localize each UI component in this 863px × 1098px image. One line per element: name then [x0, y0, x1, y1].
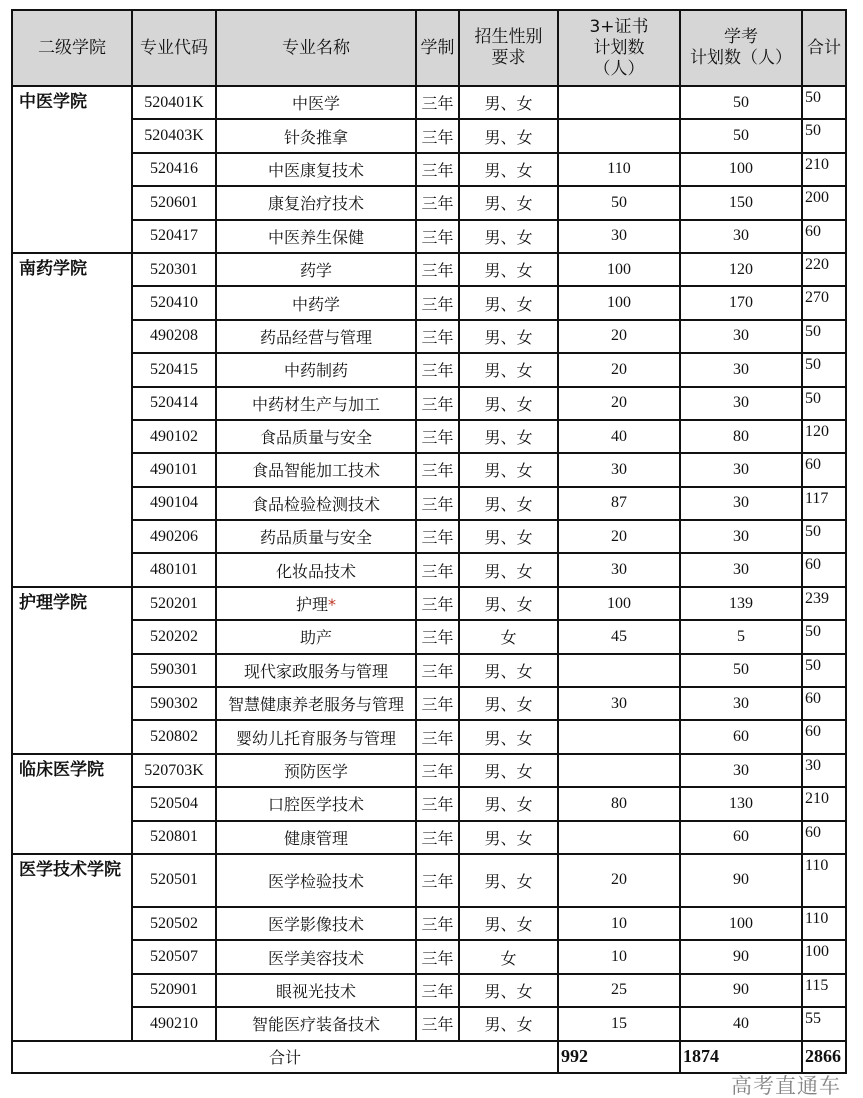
table-row: [12, 186, 846, 219]
major-code: 490208: [132, 320, 216, 353]
table-row: [12, 453, 846, 486]
major-name: 现代家政服务与管理: [216, 654, 416, 687]
row-total: 50: [802, 119, 846, 152]
gender-requirement: 男、女: [459, 220, 558, 253]
major-code: 480101: [132, 553, 216, 586]
duration: 三年: [416, 320, 459, 353]
header-exam-plan: 学考 计划数（人）: [680, 10, 802, 86]
row-total: 60: [802, 553, 846, 586]
header-total: 合计: [802, 10, 846, 86]
exam-plan: 30: [680, 353, 802, 386]
gender-requirement: 男、女: [459, 119, 558, 152]
major-code: 490101: [132, 453, 216, 486]
table-row: [12, 286, 846, 319]
major-name: 预防医学: [216, 754, 416, 787]
major-name: [216, 587, 416, 620]
duration: 三年: [416, 520, 459, 553]
cert-plan: 100: [558, 286, 680, 319]
header-college: 二级学院: [12, 10, 132, 86]
cert-plan: 20: [558, 353, 680, 386]
enrollment-plan-table: [11, 9, 847, 1074]
row-total: 60: [802, 720, 846, 753]
gender-requirement: 男、女: [459, 787, 558, 820]
row-total: 239: [802, 587, 846, 620]
gender-requirement: 男、女: [459, 153, 558, 186]
row-total: 115: [802, 974, 846, 1007]
major-code: 490210: [132, 1007, 216, 1040]
row-total: 100: [802, 940, 846, 973]
duration: 三年: [416, 687, 459, 720]
row-total: 30: [802, 754, 846, 787]
exam-plan: 130: [680, 787, 802, 820]
gender-requirement: 男、女: [459, 720, 558, 753]
gender-requirement: 男、女: [459, 86, 558, 119]
table-row: [12, 86, 846, 119]
exam-plan: 100: [680, 153, 802, 186]
table-row: [12, 387, 846, 420]
cert-plan: 20: [558, 320, 680, 353]
header-row: [12, 10, 846, 86]
duration: 三年: [416, 553, 459, 586]
exam-plan: 5: [680, 620, 802, 653]
gender-requirement: 男、女: [459, 286, 558, 319]
total-exam: 1874: [680, 1041, 802, 1073]
row-total: 50: [802, 387, 846, 420]
cert-plan: [558, 86, 680, 119]
row-total: 117: [802, 487, 846, 520]
cert-plan: 45: [558, 620, 680, 653]
table-row: [12, 720, 846, 753]
major-code: 520301: [132, 253, 216, 286]
gender-requirement: 女: [459, 620, 558, 653]
exam-plan: 30: [680, 220, 802, 253]
row-total: 55: [802, 1007, 846, 1040]
cert-plan: 10: [558, 940, 680, 973]
total-label: 合计: [12, 1041, 558, 1073]
table-row: [12, 153, 846, 186]
major-code: 520502: [132, 907, 216, 940]
gender-requirement: 男、女: [459, 186, 558, 219]
major-name: 康复治疗技术: [216, 186, 416, 219]
row-total: 50: [802, 353, 846, 386]
duration: 三年: [416, 353, 459, 386]
cert-plan: 100: [558, 253, 680, 286]
row-total: 60: [802, 220, 846, 253]
gender-requirement: 男、女: [459, 907, 558, 940]
cert-plan: 40: [558, 420, 680, 453]
duration: 三年: [416, 587, 459, 620]
major-code: 520901: [132, 974, 216, 1007]
cert-plan: [558, 754, 680, 787]
major-code: 520415: [132, 353, 216, 386]
row-total: 60: [802, 687, 846, 720]
major-name: 中药材生产与加工: [216, 387, 416, 420]
header-code: 专业代码: [132, 10, 216, 86]
exam-plan: 139: [680, 587, 802, 620]
major-name: 中医康复技术: [216, 153, 416, 186]
major-code: 490102: [132, 420, 216, 453]
row-total: 220: [802, 253, 846, 286]
table-row: [12, 754, 846, 787]
major-name: 婴幼儿托育服务与管理: [216, 720, 416, 753]
table-row: [12, 353, 846, 386]
major-name: 中医学: [216, 86, 416, 119]
table-row: [12, 940, 846, 973]
cert-plan: 30: [558, 687, 680, 720]
cert-plan: 20: [558, 854, 680, 907]
cert-plan: 30: [558, 453, 680, 486]
duration: 三年: [416, 453, 459, 486]
gender-requirement: 男、女: [459, 320, 558, 353]
asterisk-mark: *: [328, 595, 336, 615]
exam-plan: 80: [680, 420, 802, 453]
row-total: 50: [802, 520, 846, 553]
cert-plan: 110: [558, 153, 680, 186]
major-name: 智慧健康养老服务与管理: [216, 687, 416, 720]
gender-requirement: 男、女: [459, 387, 558, 420]
cert-plan: [558, 654, 680, 687]
major-name: 药品经营与管理: [216, 320, 416, 353]
gender-requirement: 男、女: [459, 453, 558, 486]
gender-requirement: 男、女: [459, 253, 558, 286]
exam-plan: 30: [680, 553, 802, 586]
gender-requirement: 女: [459, 940, 558, 973]
major-name: 中医养生保健: [216, 220, 416, 253]
table-row: [12, 1007, 846, 1040]
major-code: 490206: [132, 520, 216, 553]
table-row: [12, 787, 846, 820]
exam-plan: 30: [680, 320, 802, 353]
gender-requirement: 男、女: [459, 553, 558, 586]
duration: 三年: [416, 487, 459, 520]
gender-requirement: 男、女: [459, 754, 558, 787]
exam-plan: 30: [680, 520, 802, 553]
table-row: [12, 487, 846, 520]
cert-plan: 20: [558, 387, 680, 420]
row-total: 50: [802, 654, 846, 687]
college-name: 临床医学院: [12, 754, 132, 854]
major-name: 药品质量与安全: [216, 520, 416, 553]
exam-plan: 170: [680, 286, 802, 319]
cert-plan: 20: [558, 520, 680, 553]
exam-plan: 30: [680, 687, 802, 720]
college-name: 南药学院: [12, 253, 132, 587]
duration: 三年: [416, 420, 459, 453]
table-row: [12, 587, 846, 620]
duration: 三年: [416, 220, 459, 253]
gender-requirement: 男、女: [459, 974, 558, 1007]
college-name: 中医学院: [12, 86, 132, 253]
major-code: 520801: [132, 821, 216, 854]
major-name: 医学美容技术: [216, 940, 416, 973]
exam-plan: 30: [680, 387, 802, 420]
row-total: 110: [802, 854, 846, 907]
exam-plan: 30: [680, 487, 802, 520]
major-name: 食品检验检测技术: [216, 487, 416, 520]
table-row: [12, 687, 846, 720]
duration: 三年: [416, 119, 459, 152]
duration: 三年: [416, 720, 459, 753]
major-code: 520501: [132, 854, 216, 907]
cert-plan: [558, 821, 680, 854]
major-name: 医学影像技术: [216, 907, 416, 940]
cert-plan: 50: [558, 186, 680, 219]
major-code: 520504: [132, 787, 216, 820]
exam-plan: 50: [680, 86, 802, 119]
table-row: [12, 220, 846, 253]
major-name: 口腔医学技术: [216, 787, 416, 820]
major-code: 520414: [132, 387, 216, 420]
duration: 三年: [416, 153, 459, 186]
row-total: 50: [802, 620, 846, 653]
row-total: 270: [802, 286, 846, 319]
major-name: 药学: [216, 253, 416, 286]
table-row: [12, 654, 846, 687]
cert-plan: [558, 720, 680, 753]
major-name: 眼视光技术: [216, 974, 416, 1007]
exam-plan: 90: [680, 940, 802, 973]
duration: 三年: [416, 974, 459, 1007]
gender-requirement: 男、女: [459, 687, 558, 720]
major-code: 590302: [132, 687, 216, 720]
duration: 三年: [416, 787, 459, 820]
cert-plan: 25: [558, 974, 680, 1007]
table-row: [12, 854, 846, 907]
cert-plan: 15: [558, 1007, 680, 1040]
table-row: [12, 520, 846, 553]
duration: 三年: [416, 253, 459, 286]
duration: 三年: [416, 186, 459, 219]
duration: 三年: [416, 1007, 459, 1040]
table-row: [12, 553, 846, 586]
row-total: 210: [802, 153, 846, 186]
gender-requirement: 男、女: [459, 420, 558, 453]
gender-requirement: 男、女: [459, 520, 558, 553]
row-total: 120: [802, 420, 846, 453]
cert-plan: 30: [558, 553, 680, 586]
major-code: 520401K: [132, 86, 216, 119]
duration: 三年: [416, 387, 459, 420]
cert-plan: 10: [558, 907, 680, 940]
watermark: 高考直通车: [731, 1074, 841, 1098]
gender-requirement: 男、女: [459, 487, 558, 520]
cert-plan: 30: [558, 220, 680, 253]
major-name: 中药制药: [216, 353, 416, 386]
duration: 三年: [416, 940, 459, 973]
major-code: 520601: [132, 186, 216, 219]
exam-plan: 60: [680, 720, 802, 753]
cert-plan: 87: [558, 487, 680, 520]
major-name: 食品智能加工技术: [216, 453, 416, 486]
duration: 三年: [416, 854, 459, 907]
major-code: 520417: [132, 220, 216, 253]
exam-plan: 90: [680, 854, 802, 907]
row-total: 50: [802, 86, 846, 119]
duration: 三年: [416, 654, 459, 687]
major-name: 健康管理: [216, 821, 416, 854]
header-major: 专业名称: [216, 10, 416, 86]
table-row: [12, 320, 846, 353]
gender-requirement: 男、女: [459, 353, 558, 386]
total-row: [12, 1041, 846, 1073]
table-row: [12, 907, 846, 940]
header-cert-plan: 3+证书 计划数 （人）: [558, 10, 680, 86]
major-name: 中药学: [216, 286, 416, 319]
exam-plan: 30: [680, 754, 802, 787]
cert-plan: 80: [558, 787, 680, 820]
duration: 三年: [416, 821, 459, 854]
gender-requirement: 男、女: [459, 587, 558, 620]
college-name: 医学技术学院: [12, 854, 132, 1041]
row-total: 110: [802, 907, 846, 940]
header-gender: 招生性别 要求: [459, 10, 558, 86]
gender-requirement: 男、女: [459, 654, 558, 687]
gender-requirement: 男、女: [459, 854, 558, 907]
major-name-text: 护理: [295, 595, 328, 615]
exam-plan: 120: [680, 253, 802, 286]
total-sum: 2866: [802, 1041, 846, 1073]
exam-plan: 150: [680, 186, 802, 219]
table-row: [12, 253, 846, 286]
cert-plan: 100: [558, 587, 680, 620]
cert-plan: [558, 119, 680, 152]
exam-plan: 50: [680, 119, 802, 152]
major-code: 520703K: [132, 754, 216, 787]
table-row: [12, 119, 846, 152]
row-total: 60: [802, 453, 846, 486]
row-total: 200: [802, 186, 846, 219]
major-name: 智能医疗装备技术: [216, 1007, 416, 1040]
duration: 三年: [416, 620, 459, 653]
exam-plan: 50: [680, 654, 802, 687]
duration: 三年: [416, 286, 459, 319]
duration: 三年: [416, 86, 459, 119]
table-row: [12, 620, 846, 653]
row-total: 60: [802, 821, 846, 854]
major-code: 520202: [132, 620, 216, 653]
major-code: 520416: [132, 153, 216, 186]
table-row: [12, 420, 846, 453]
major-name: 医学检验技术: [216, 854, 416, 907]
college-name: 护理学院: [12, 587, 132, 754]
major-code: 520403K: [132, 119, 216, 152]
major-code: 520507: [132, 940, 216, 973]
duration: 三年: [416, 907, 459, 940]
gender-requirement: 男、女: [459, 821, 558, 854]
total-cert: 992: [558, 1041, 680, 1073]
major-name: 食品质量与安全: [216, 420, 416, 453]
exam-plan: 30: [680, 453, 802, 486]
major-code: 590301: [132, 654, 216, 687]
duration: 三年: [416, 754, 459, 787]
exam-plan: 100: [680, 907, 802, 940]
major-name: 化妆品技术: [216, 553, 416, 586]
gender-requirement: 男、女: [459, 1007, 558, 1040]
row-total: 210: [802, 787, 846, 820]
table-row: [12, 974, 846, 1007]
major-name: 针灸推拿: [216, 119, 416, 152]
major-code: 520802: [132, 720, 216, 753]
major-code: 490104: [132, 487, 216, 520]
header-duration: 学制: [416, 10, 459, 86]
exam-plan: 60: [680, 821, 802, 854]
row-total: 50: [802, 320, 846, 353]
major-name: 助产: [216, 620, 416, 653]
table-row: [12, 821, 846, 854]
major-code: 520410: [132, 286, 216, 319]
major-code: 520201: [132, 587, 216, 620]
exam-plan: 90: [680, 974, 802, 1007]
exam-plan: 40: [680, 1007, 802, 1040]
